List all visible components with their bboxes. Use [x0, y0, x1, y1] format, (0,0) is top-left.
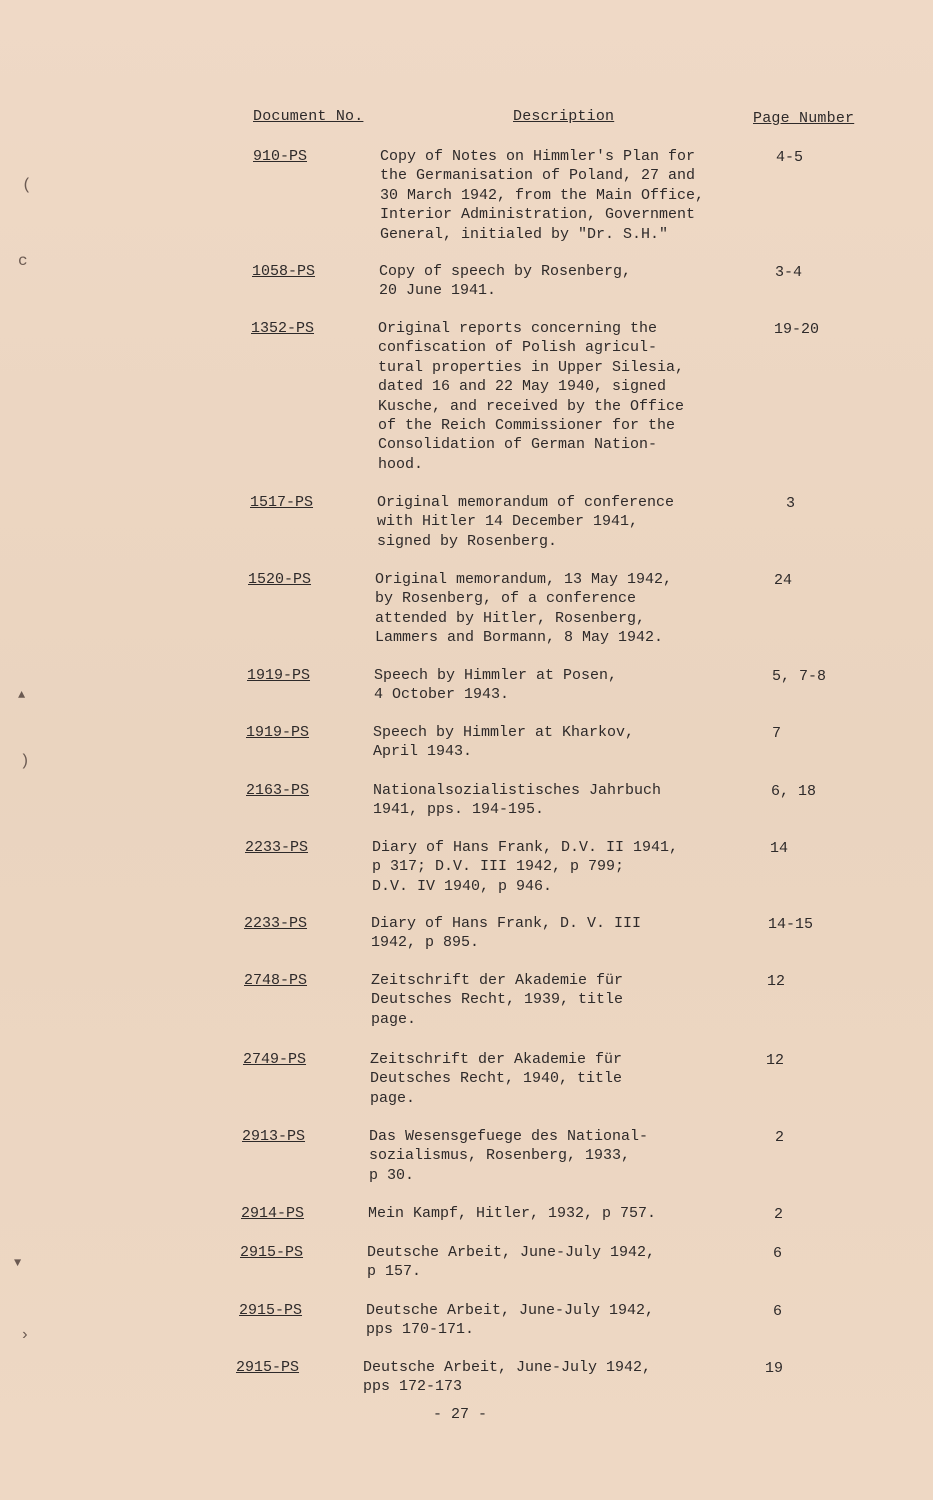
page-number: 6: [773, 1303, 783, 1320]
page-number: 7: [772, 725, 782, 742]
document-description: Deutsche Arbeit, June-July 1942, p 157.: [367, 1244, 656, 1281]
document-number: 1517-PS: [250, 494, 314, 511]
document-number: 1520-PS: [248, 571, 312, 588]
document-number: 2748-PS: [244, 972, 308, 989]
page-footer-number: - 27 -: [433, 1406, 488, 1423]
page-number: 2: [774, 1206, 784, 1223]
document-number: 2915-PS: [239, 1302, 303, 1319]
document-number: 2915-PS: [240, 1244, 304, 1261]
document-number: 910-PS: [253, 148, 308, 165]
header-description: Description: [513, 108, 615, 125]
page-number: 12: [767, 973, 786, 990]
document-number: 1919-PS: [247, 667, 311, 684]
document-description: Diary of Hans Frank, D. V. III 1942, p 895.: [371, 915, 642, 952]
document-number: 2915-PS: [236, 1359, 300, 1376]
page-number: 12: [766, 1052, 785, 1069]
document-description: Das Wesensgefuege des National- sozialismus, Rosenberg, 1933, p 30.: [369, 1128, 649, 1184]
document-description: Mein Kampf, Hitler, 1932, p 757.: [368, 1205, 657, 1222]
document-number: 2914-PS: [241, 1205, 305, 1222]
page-number: 14: [770, 840, 789, 857]
page-number: 19: [765, 1360, 784, 1377]
document-number: 1352-PS: [251, 320, 315, 337]
page-number: 24: [774, 572, 793, 589]
binding-hole-mark: ): [20, 752, 30, 770]
document-number: 2749-PS: [243, 1051, 307, 1068]
document-number: 2233-PS: [245, 839, 309, 856]
binding-hole-mark: ▲: [18, 688, 26, 702]
document-description: Nationalsozialistisches Jahrbuch 1941, pps. 194-195.: [373, 782, 662, 819]
page-number: 14-15: [768, 916, 814, 933]
document-description: Diary of Hans Frank, D.V. II 1941, p 317; D.V. III 1942, p 799; D.V. IV 1940, p 946.: [372, 839, 679, 895]
document-number: 2913-PS: [242, 1128, 306, 1145]
page-number: 3-4: [775, 264, 803, 281]
document-description: Speech by Himmler at Posen, 4 October 1943.: [374, 667, 618, 704]
document-description: Zeitschrift der Akademie für Deutsches Recht, 1939, title page.: [371, 972, 624, 1028]
document-number: 1919-PS: [246, 724, 310, 741]
page-number: 5, 7-8: [772, 668, 827, 685]
page-number: 2: [775, 1129, 785, 1146]
document-description: Deutsche Arbeit, June-July 1942, pps 170-171.: [366, 1302, 655, 1339]
header-document-no: Document No.: [253, 108, 364, 125]
document-description: Original memorandum, 13 May 1942, by Rosenberg, of a conference attended by Hitler, Rosenberg, Lammers and Bormann, 8 May 1942.: [375, 571, 673, 647]
binding-hole-mark: ▼: [14, 1256, 22, 1270]
header-page-number: Page Number: [753, 110, 855, 127]
document-number: 2233-PS: [244, 915, 308, 932]
document-description: Zeitschrift der Akademie für Deutsches Recht, 1940, title page.: [370, 1051, 623, 1107]
page-number: 6: [773, 1245, 783, 1262]
binding-hole-mark: ›: [20, 1326, 30, 1344]
binding-hole-mark: c: [18, 252, 28, 270]
document-description: Original memorandum of conference with Hitler 14 December 1941, signed by Rosenberg.: [377, 494, 675, 550]
page-number: 19-20: [774, 321, 820, 338]
document-number: 1058-PS: [252, 263, 316, 280]
document-description: Speech by Himmler at Kharkov, April 1943.: [373, 724, 635, 761]
document-description: Copy of speech by Rosenberg, 20 June 1941.: [379, 263, 632, 300]
document-description: Copy of Notes on Himmler's Plan for the Germanisation of Poland, 27 and 30 March 1942, from the Main Office, Interior Administration, Government General, initialed by "Dr. S.H.": [380, 148, 705, 243]
document-number: 2163-PS: [246, 782, 310, 799]
page-number: 4-5: [776, 149, 804, 166]
page-number: 6, 18: [771, 783, 817, 800]
document-description: Deutsche Arbeit, June-July 1942, pps 172-173: [363, 1359, 652, 1396]
document-description: Original reports concerning the confiscation of Polish agricul- tural properties in Upper Silesia, dated 16 and 22 May 1940, signed Kusche, and received by the Office of the Reich Commissioner for the Consolidation of German Nation- hood.: [378, 320, 685, 473]
binding-hole-mark: (: [22, 176, 32, 194]
page-number: 3: [786, 495, 796, 512]
